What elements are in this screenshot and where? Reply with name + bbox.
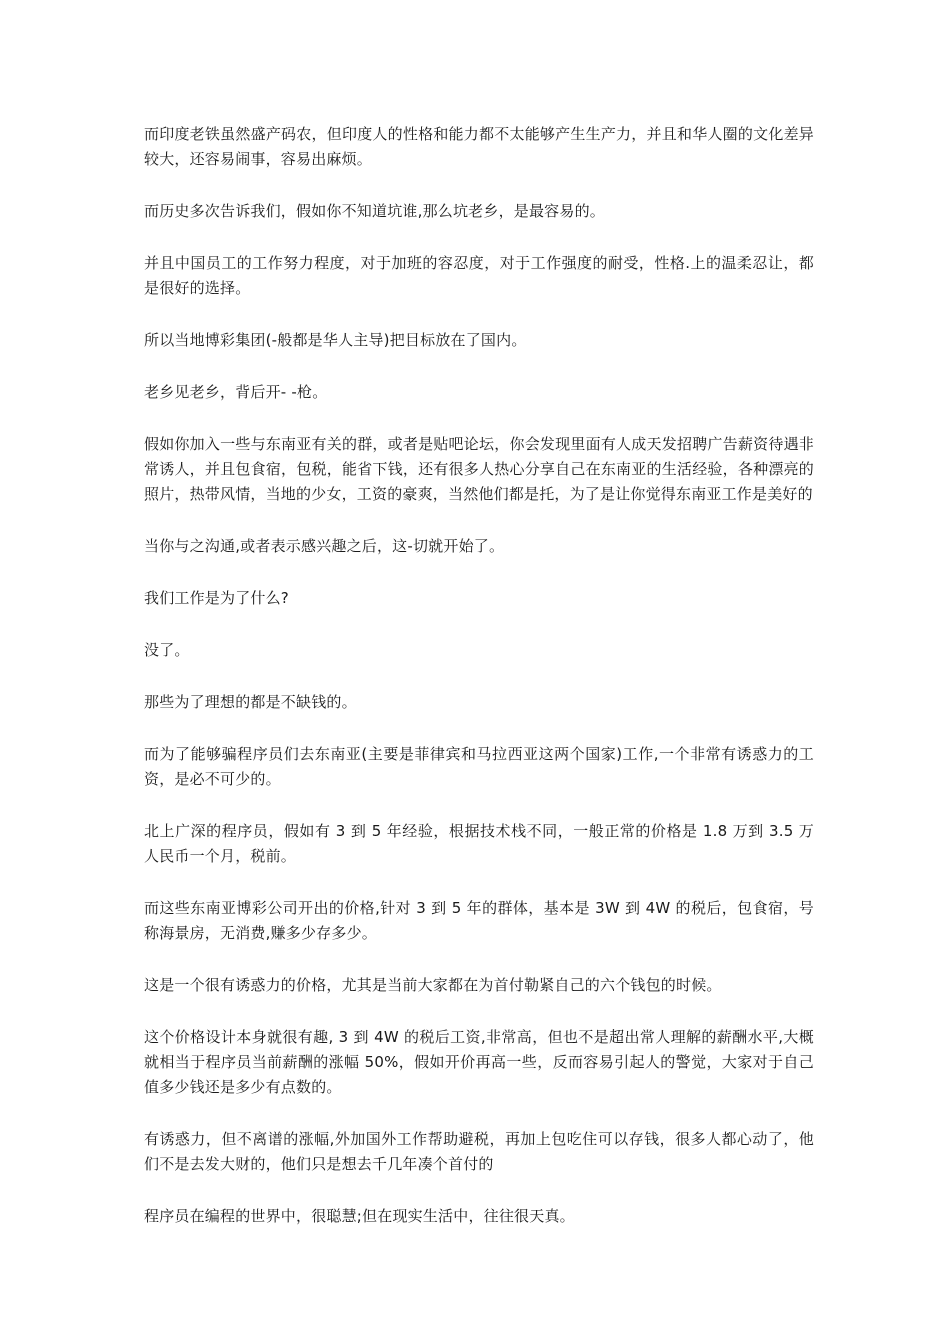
paragraph-5: 老乡见老乡，背后开- -枪。 [144,383,328,401]
paragraph-1: 而印度老铁虽然盛产码农，但印度人的性格和能力都不太能够产生生产力，并且和华人圈的文化差异较大，还容易闹事，容易出麻烦。 [144,125,814,168]
paragraph-10: 那些为了理想的都是不缺钱的。 [144,693,357,711]
document-body [144,122,814,1256]
paragraph-4: 所以当地博彩集团(-般都是华人主导)把目标放在了国内。 [144,331,527,349]
paragraph-7: 当你与之沟通,或者表示感兴趣之后，这-切就开始了。 [144,537,505,555]
paragraph-17: 程序员在编程的世界中，很聪慧;但在现实生活中，往往很天真。 [144,1207,575,1225]
paragraph-8: 我们工作是为了什么? [144,589,289,607]
paragraph-13: 而这些东南亚博彩公司开出的价格,针对 3 到 5 年的群体，基本是 3W 到 4W 的税后，包食宿，号称海景房，无消费,赚多少存多少。 [144,899,814,942]
paragraph-14: 这是一个很有诱惑力的价格，尤其是当前大家都在为首付勒紧自己的六个钱包的时候。 [144,976,722,994]
paragraph-12: 北上广深的程序员，假如有 3 到 5 年经验，根据技术栈不同，一般正常的价格是 1.8 万到 3.5 万人民币一个月，税前。 [144,822,814,865]
paragraph-2: 而历史多次告诉我们，假如你不知道坑谁,那么坑老乡，是最容易的。 [144,202,605,220]
paragraph-9: 没了。 [144,641,190,659]
paragraph-3: 并且中国员工的工作努力程度，对于加班的容忍度，对于工作强度的耐受，性格.上的温柔忍让，都是很好的选择。 [144,254,814,297]
paragraph-15: 这个价格设计本身就很有趣, 3 到 4W 的税后工资,非常高，但也不是超出常人理解的薪酬水平,大概就相当于程序员当前薪酬的涨幅 50%，假如开价再高一些，反而容易引起人的警觉，大家对于自己值多少钱还是多少有点数的。 [144,1028,814,1096]
paragraph-6: 假如你加入一些与东南亚有关的群，或者是贴吧论坛，你会发现里面有人成天发招聘广告薪资待遇非常诱人，并且包食宿，包税，能省下钱，还有很多人热心分享自己在东南亚的生活经验，各种漂亮的照片，热带风情，当地的少女，工资的豪爽，当然他们都是托，为了是让你觉得东南亚工作是美好的 [144,435,814,503]
paragraph-16: 有诱惑力，但不离谱的涨幅,外加国外工作帮助避税，再加上包吃住可以存钱，很多人都心动了，他们不是去发大财的，他们只是想去千几年凑个首付的 [144,1130,814,1173]
paragraph-11: 而为了能够骗程序员们去东南亚(主要是菲律宾和马拉西亚这两个国家)工作,一个非常有诱惑力的工资，是必不可少的。 [144,745,814,788]
